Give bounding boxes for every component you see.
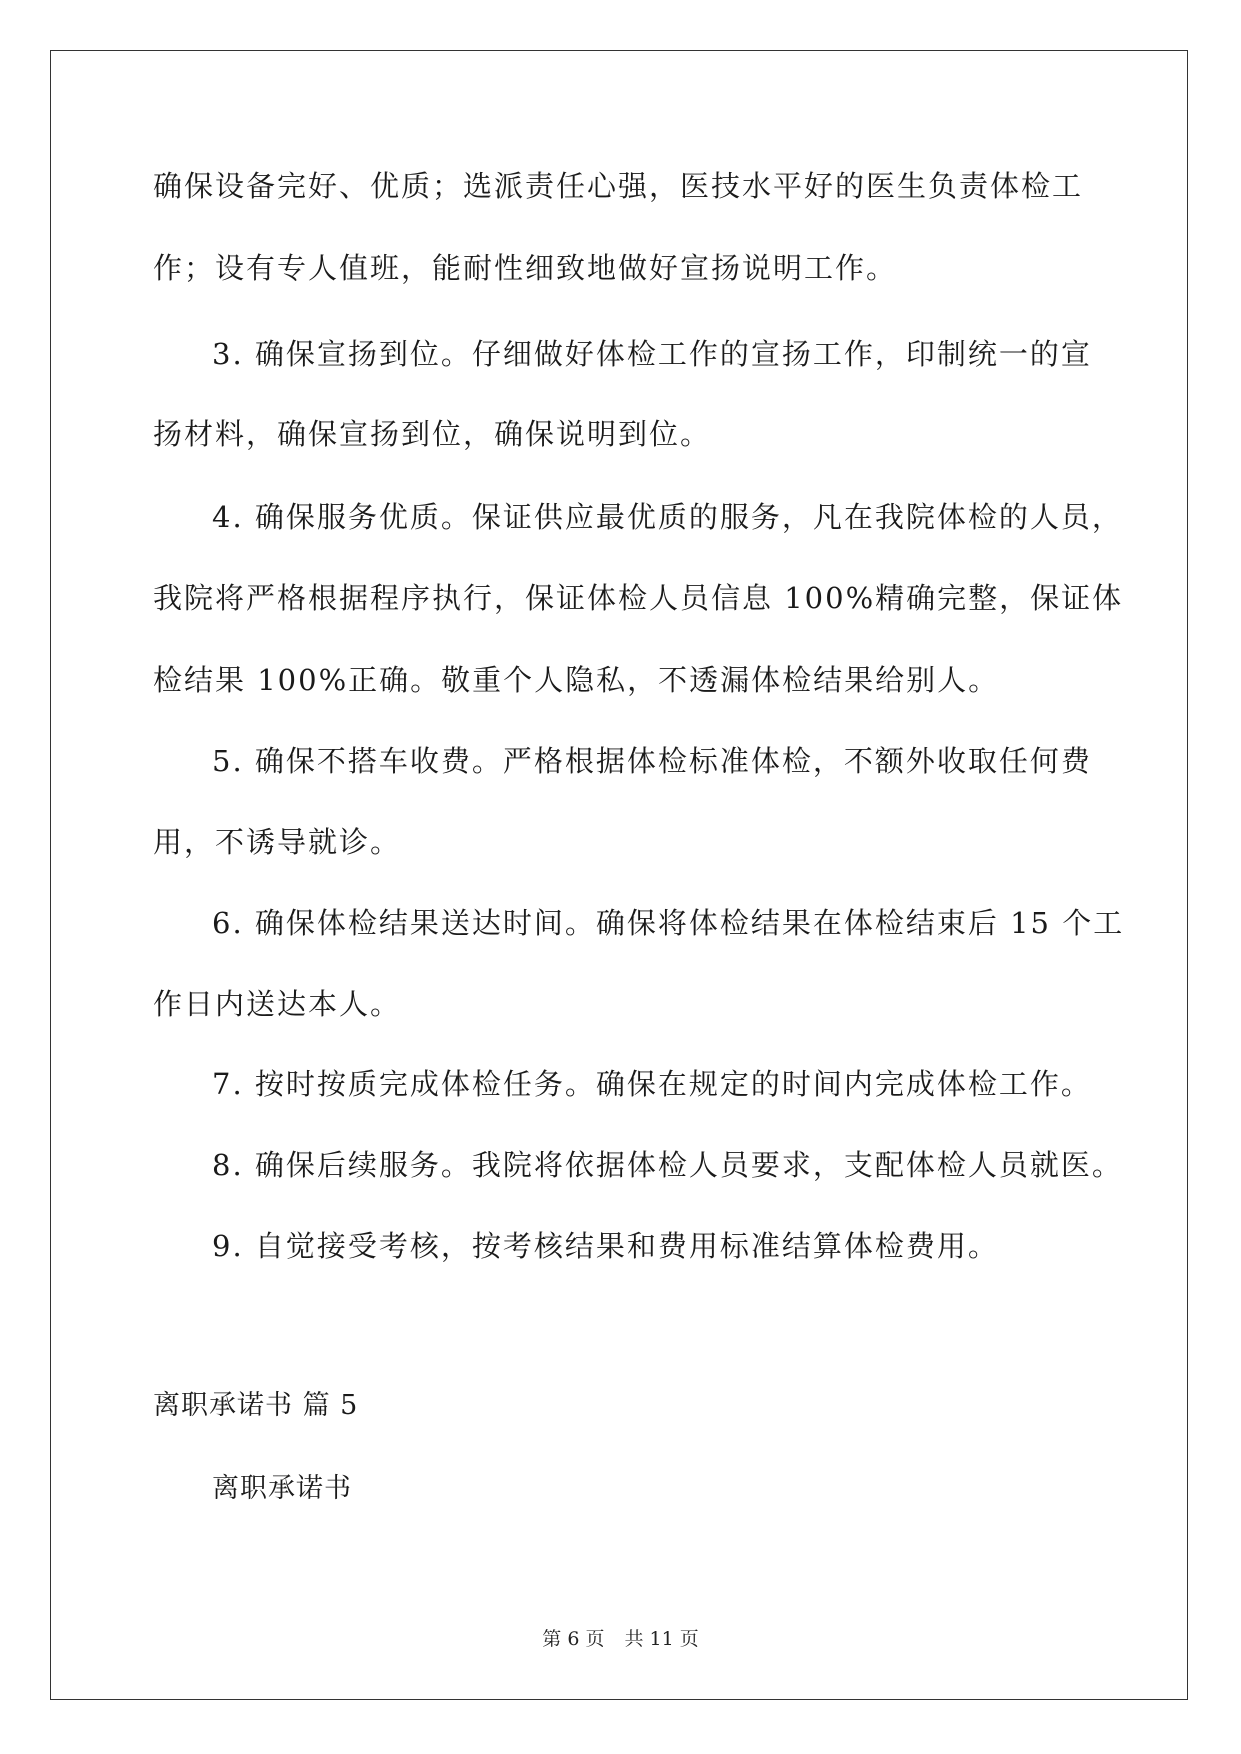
paragraph-line: 用，不诱导就诊。 <box>153 825 402 859</box>
paragraph-line: 作日内送达本人。 <box>153 987 402 1021</box>
paragraph-line: 7. 按时按质完成体检任务。确保在规定的时间内完成体检工作。 <box>212 1067 1092 1101</box>
section-subtitle: 离职承诺书 <box>212 1473 352 1504</box>
paragraph-line: 5. 确保不搭车收费。严格根据体检标准体检，不额外收取任何费 <box>212 744 1092 778</box>
section-heading: 离职承诺书 篇 5 <box>153 1390 359 1421</box>
page-number-current: 第 6 页 <box>542 1628 605 1650</box>
paragraph-line: 我院将严格根据程序执行，保证体检人员信息 100%精确完整，保证体 <box>153 581 1124 615</box>
paragraph-line: 8. 确保后续服务。我院将依据体检人员要求，支配体检人员就医。 <box>212 1148 1123 1182</box>
page-number-total: 共 11 页 <box>624 1628 699 1650</box>
paragraph-line: 检结果 100%正确。敬重个人隐私，不透漏体检结果给别人。 <box>153 663 1000 697</box>
paragraph-line: 4. 确保服务优质。保证供应最优质的服务，凡在我院体检的人员， <box>212 500 1123 534</box>
paragraph-line: 扬材料，确保宣扬到位，确保说明到位。 <box>153 417 712 451</box>
paragraph-line: 6. 确保体检结果送达时间。确保将体检结果在体检结束后 15 个工 <box>212 906 1125 940</box>
paragraph-line: 3. 确保宣扬到位。仔细做好体检工作的宣扬工作，印制统一的宣 <box>212 337 1092 371</box>
paragraph-line: 9. 自觉接受考核，按考核结果和费用标准结算体检费用。 <box>212 1229 999 1263</box>
paragraph-line: 作；设有专人值班，能耐性细致地做好宣扬说明工作。 <box>153 251 898 285</box>
paragraph-line: 确保设备完好、优质；选派责任心强，医技水平好的医生负责体检工 <box>153 169 1084 203</box>
page-border <box>50 50 1188 1700</box>
page-footer <box>0 1624 1241 1651</box>
